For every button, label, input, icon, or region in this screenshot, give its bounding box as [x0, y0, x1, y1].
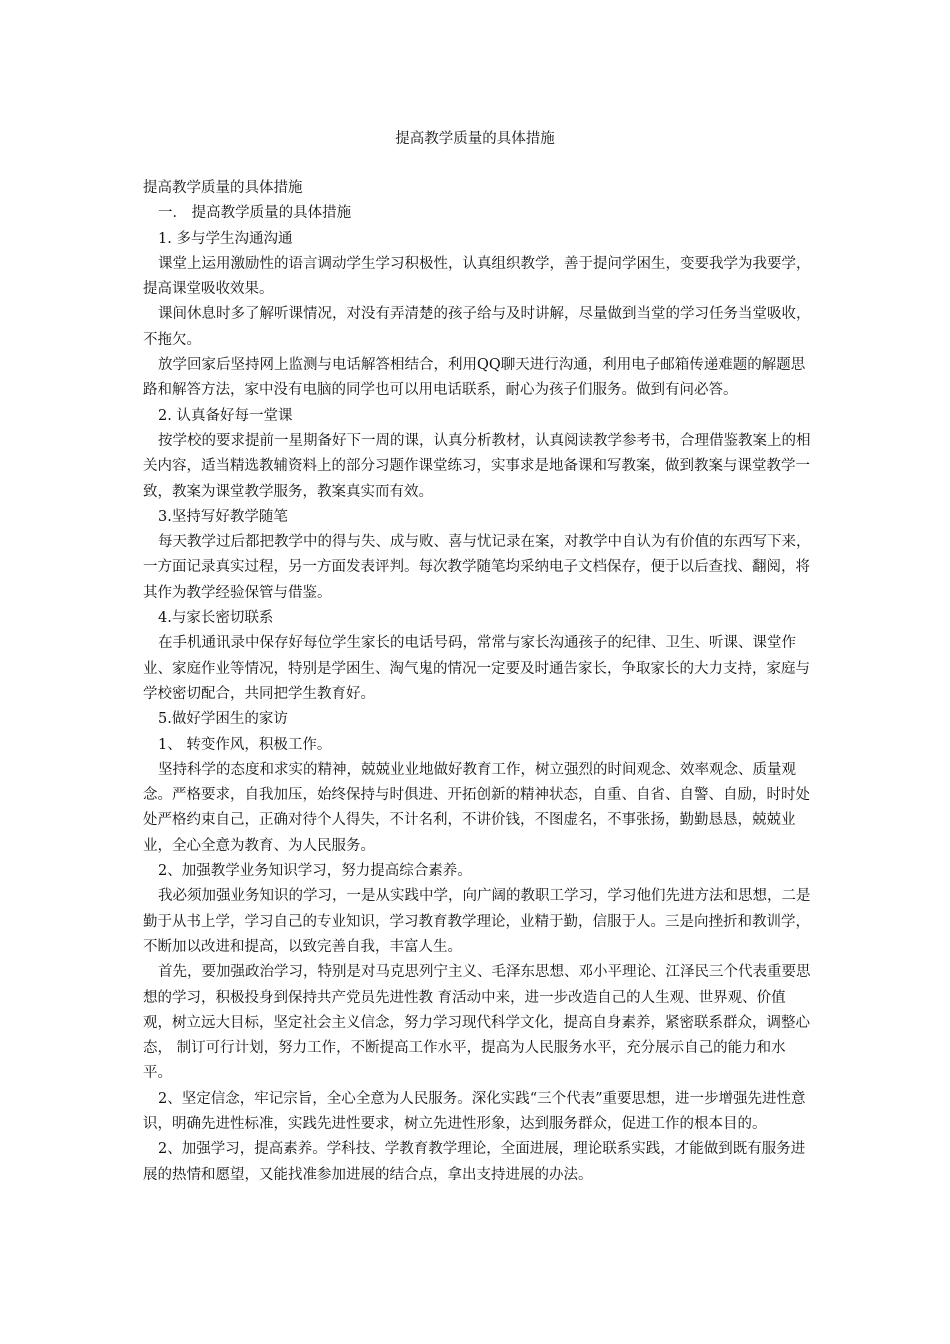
document-title: 提高教学质量的具体措施: [395, 131, 555, 147]
section-heading: 1. 多与学生沟通沟通: [158, 230, 293, 247]
body-paragraph: 按学校的要求提前一星期备好下一周的课，认真分析教材，认真阅读教学参考书，合理借鉴教案上的相关内容，适当精选教辅资料上的部分习题作课堂练习，实事求是地备课和写教案，做到教案与课堂教学一致，教案为课堂教学服务，教案真实而有效。: [143, 432, 811, 500]
section-heading: 一． 提高教学质量的具体措施: [158, 205, 352, 222]
section-heading: 2. 认真备好每一堂课: [158, 407, 293, 424]
body-paragraph: 首先，要加强政治学习，特别是对马克思列宁主义、毛泽东思想、邓小平理论、江泽民三个代表重要思想的学习，积极投身到保持共产党员先进性教 育活动中来，进一步改造自己的人生观、世界观、价值观，树立远大目标，坚定社会主义信念，努力学习现代科学文化，提高自身素养，紧密联系群众，调整心态， 制订可行计划，努力工作，不断提高工作水平，提高为人民服务水平，充分展示自己的能力和水平。: [143, 964, 811, 1082]
body-paragraph: 在手机通讯录中保存好每位学生家长的电话号码，常常与家长沟通孩子的纪律、卫生、听课、课堂作业、家庭作业等情况，特别是学困生、淘气鬼的情况一定要及时通告家长，争取家长的大力支持，家庭与学校密切配合，共同把学生教育好。: [143, 635, 810, 702]
section-heading: 4.与家长密切联系: [158, 610, 274, 627]
body-paragraph: 2、坚定信念，牢记宗旨，全心全意为人民服务。深化实践“三个代表”重要思想，进一步增强先进性意识，明确先进性标准，实践先进性要求，树立先进性形象，达到服务群众，促进工作的根本目的。: [143, 1090, 806, 1132]
document-body: [143, 176, 811, 1188]
body-paragraph: 坚持科学的态度和求实的精神，兢兢业业地做好教育工作，树立强烈的时间观念、效率观念、质量观念。严格要求，自我加压，始终保持与时俱进、开拓创新的精神状态，自重、自省、自警、自励，时时处处严格约束自己，正确对待个人得失，不计名利，不讲价钱，不图虚名，不事张扬，勤勤恳恳，兢兢业业，全心全意为教育、为人民服务。: [143, 761, 810, 854]
section-heading: 2、加强教学业务知识学习，努力提高综合素养。: [158, 863, 472, 880]
document-subtitle: 提高教学质量的具体措施: [143, 180, 303, 196]
body-paragraph: 每天教学过后都把教学中的得与失、成与败、喜与忧记录在案，对教学中自认为有价值的东西写下来，一方面记录真实过程，另一方面发表评判。每次教学随笔均采纳电子文档保存，便于以后查找、翻阅，将其作为教学经验保管与借鉴。: [143, 534, 811, 601]
body-paragraph: 我必须加强业务知识的学习，一是从实践中学，向广阔的教职工学习，学习他们先进方法和思想，二是勤于从书上学，学习自己的专业知识，学习教育教学理论，业精于勤，信服于人。三是向挫折和教训学，不断加以改进和提高，以致完善自我，丰富人生。: [143, 888, 811, 955]
body-paragraph: 课间休息时多了解听课情况，对没有弄清楚的孩子给与及时讲解，尽量做到当堂的学习任务当堂吸收，不拖欠。: [143, 306, 811, 348]
body-paragraph: 2、加强学习，提高素养。学科技、学教育教学理论，全面进展，理论联系实践，才能做到既有服务进展的热情和愿望，又能找准参加进展的结合点，拿出支持进展的办法。: [143, 1141, 806, 1183]
section-heading: 1、 转变作风，积极工作。: [158, 736, 332, 753]
body-paragraph: 课堂上运用激励性的语言调动学生学习积极性，认真组织教学，善于提问学困生，变要我学为我要学，提高课堂吸收效果。: [143, 255, 811, 298]
section-heading: 3.坚持写好教学随笔: [158, 508, 288, 525]
body-paragraph: 放学回家后坚持网上监测与电话解答相结合，利用QQ聊天进行沟通，利用电子邮箱传递难题的解题思路和解答方法，家中没有电脑的同学也可以用电话联系，耐心为孩子们服务。做到有问必答。: [143, 357, 806, 399]
section-heading: 5.做好学困生的家访: [158, 711, 288, 728]
